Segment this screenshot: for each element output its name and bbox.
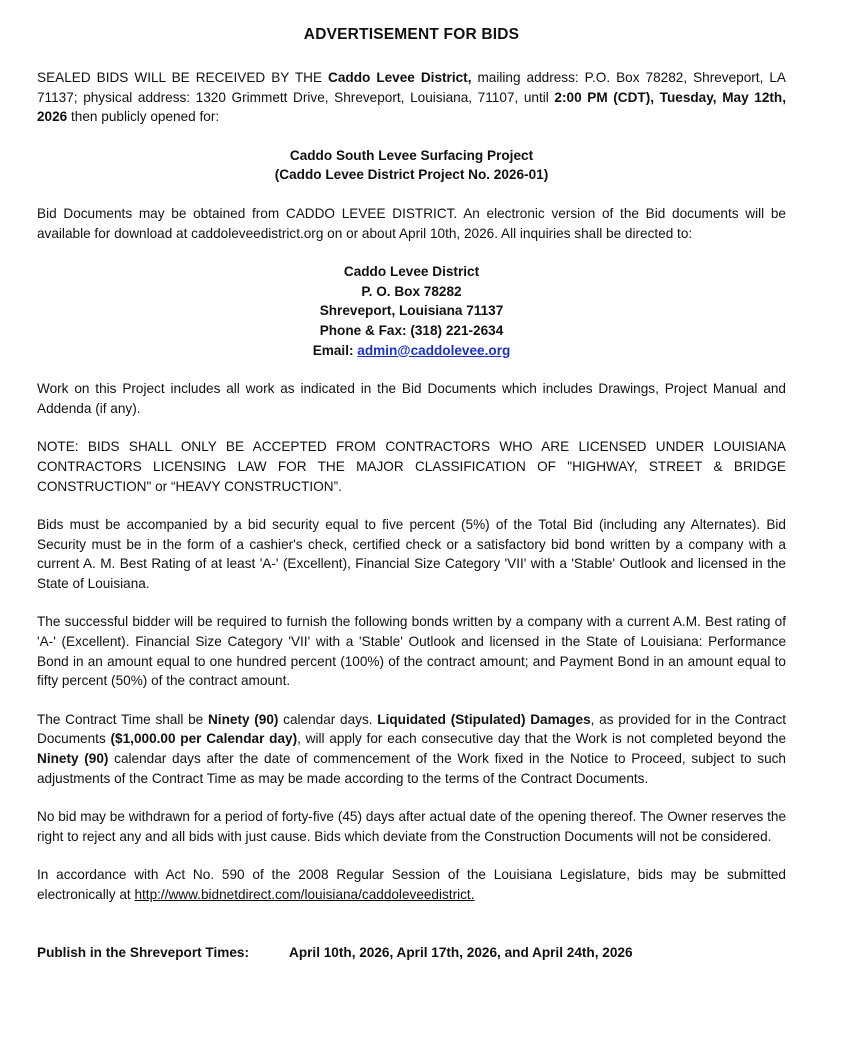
electronic-submission-paragraph bbox=[37, 865, 786, 904]
contract-time-text-2: calendar days. bbox=[278, 711, 378, 727]
liquidated-damages: Liquidated (Stipulated) Damages bbox=[377, 711, 591, 727]
publish-label: Publish in the Shreveport Times: bbox=[37, 944, 250, 960]
contact-po-box: P. O. Box 78282 bbox=[361, 283, 462, 299]
intro-paragraph bbox=[37, 68, 786, 127]
intro-text-3: then publicly opened for: bbox=[67, 109, 220, 125]
contact-phone: Phone & Fax: (318) 221-2634 bbox=[319, 322, 504, 338]
scope-paragraph: Work on this Project includes all work as indicated in the Bid Documents which includes Drawings, Project Manual and Addenda (if any). bbox=[37, 381, 786, 416]
contact-city: Shreveport, Louisiana 71137 bbox=[319, 303, 504, 319]
contract-time-text-4: , will apply for each consecutive day that the Work is not completed beyond the bbox=[297, 731, 787, 747]
intro-text-1: SEALED BIDS WILL BE RECEIVED BY THE bbox=[37, 70, 329, 85]
bid-security-paragraph: Bids must be accompanied by a bid security equal to five percent (5%) of the Total Bid (including any Alternates). Bid Security must be in the form of a cashier's check, certified check or a satisfactory bid bond written by a company with a current A. M. Best Rating of at least 'A-' (Excellent), Financial Size Category 'VII' with a 'Stable' Outlook and licensed in the State of Louisiana. bbox=[37, 517, 786, 591]
contact-email-label: Email: bbox=[312, 342, 358, 358]
document-title: ADVERTISEMENT FOR BIDS bbox=[303, 26, 520, 43]
district-name: Caddo Levee District, bbox=[328, 70, 472, 85]
document-page bbox=[37, 23, 786, 962]
note-paragraph: NOTE: BIDS SHALL ONLY BE ACCEPTED FROM CONTRACTORS WHO ARE LICENSED UNDER LOUISIANA CONTRACTORS LICENSING LAW FOR THE MAJOR CLASSIFICATION OF "HIGHWAY, STREET & BRIDGE CONSTRUCTION" or “HEAVY CONSTRUCTION”. bbox=[37, 439, 786, 494]
publish-dates: April 10th, 2026, April 17th, 2026, and April 24th, 2026 bbox=[289, 944, 633, 960]
contract-days: Ninety (90) bbox=[207, 711, 279, 727]
project-name: Caddo South Levee Surfacing Project bbox=[289, 147, 534, 163]
intro-text-2: mailing address: P.O. Box 78282, Shreveport, LA 71137; physical address: 1320 Grimmett Drive, Shreveport, Louisiana, 71107, until bbox=[37, 70, 786, 105]
project-number: (Caddo Levee District Project No. 2026-01) bbox=[274, 167, 549, 183]
contract-time-text-3: , as provided for in the Contract Documents bbox=[37, 711, 787, 747]
electronic-text: In accordance with Act No. 590 of the 2008 Regular Session of the Louisiana Legislature, bids may be submitted electronically at bbox=[37, 867, 786, 902]
withdrawal-paragraph: No bid may be withdrawn for a period of forty-five (45) days after actual date of the opening thereof. The Owner reserves the right to reject any and all bids with just cause. Bids which deviate from the Construction Documents will not be considered. bbox=[37, 809, 786, 844]
contract-time-paragraph bbox=[37, 710, 786, 788]
bid-deadline: 2:00 PM (CDT), Tuesday, May 12th, 2026 bbox=[37, 89, 786, 125]
contact-email-line bbox=[37, 341, 786, 361]
publish-line bbox=[37, 943, 786, 963]
bonds-paragraph: The successful bidder will be required to furnish the following bonds written by a company with a current A.M. Best rating of 'A-' (Excellent). Financial Size Category 'VII' with a 'Stable' Outlook and licensed in the State of Louisiana: Performance Bond in an amount equal to one hundred percent (100%) of the contract amount; and Payment Bond in an amount equal to fifty percent (50%) of the contract amount. bbox=[37, 614, 786, 689]
contract-time-text-1: The Contract Time shall be bbox=[37, 711, 208, 727]
contract-time-text-5: calendar days after the date of commencement of the Work fixed in the Notice to Proceed, subject to such adjustments of the Contract Time as may be made according to the terms of the Contract Documents. bbox=[37, 751, 786, 786]
contract-days-2: Ninety (90) bbox=[37, 751, 109, 767]
bid-documents-paragraph: Bid Documents may be obtained from CADDO LEVEE DISTRICT. An electronic version of the Bid documents will be available for download at caddoleveedistrict.org on or about April 10th, 2026. All inquiries shall be directed to: bbox=[37, 205, 786, 241]
contact-email-link[interactable]: admin@caddolevee.org bbox=[357, 342, 511, 358]
damages-rate: ($1,000.00 per Calendar day) bbox=[110, 731, 298, 747]
contact-block bbox=[37, 262, 786, 360]
contact-name: Caddo Levee District bbox=[343, 264, 480, 280]
project-block bbox=[37, 146, 786, 185]
bidnet-link[interactable]: http://www.bidnetdirect.com/louisiana/caddoleveedistrict. bbox=[134, 887, 475, 902]
